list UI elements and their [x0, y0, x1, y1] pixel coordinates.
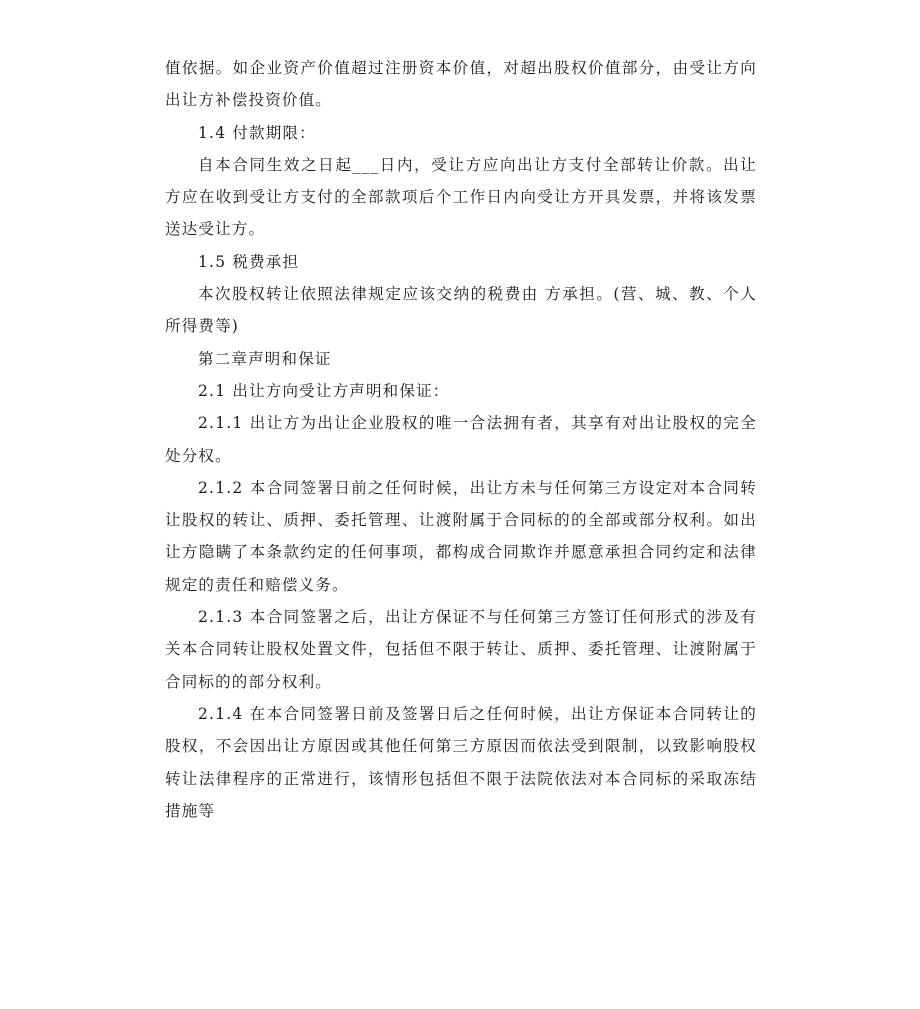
- document-page: [165, 52, 757, 827]
- chapter-2-heading: 第二章声明和保证: [198, 349, 332, 368]
- clause-2-1-2: 2.1.2 本合同签署日前之任何时候，出让方未与任何第三方设定对本合同转让股权的转让、质押、委托管理、让渡附属于合同标的的全部或部分权利。如出让方隐瞒了本条款约定的任何事项，都构成合同欺诈并愿意承担合同约定和法律规定的责任和赔偿义务。: [165, 478, 757, 594]
- paragraph-payment-term: 自本合同生效之日起___日内，受让方应向出让方支付全部转让价款。出让方应在收到受让方支付的全部款项后个工作日内向受让方开具发票，并将该发票送达受让方。: [165, 155, 757, 239]
- section-2-1-heading: 2.1 出让方向受让方声明和保证：: [198, 381, 450, 400]
- clause-2-1-4: 2.1.4 在本合同签署日前及签署日后之任何时候，出让方保证本合同转让的股权，不会因出让方原因或其他任何第三方原因而依法受到限制，以致影响股权转让法律程序的正常进行，该情形包括但不限于法院依法对本合同标的采取冻结措施等: [165, 704, 757, 820]
- clause-2-1-1: 2.1.1 出让方为出让企业股权的唯一合法拥有者，其享有对出让股权的完全处分权。: [165, 414, 757, 465]
- paragraph-tax: 本次股权转让依照法律规定应该交纳的税费由 方承担。(营、城、教、个人所得费等): [165, 285, 757, 336]
- section-1-5-heading: 1.5 税费承担: [198, 252, 300, 271]
- section-1-4-heading: 1.4 付款期限：: [198, 123, 316, 142]
- clause-2-1-3: 2.1.3 本合同签署之后，出让方保证不与任何第三方签订任何形式的涉及有关本合同转让股权处置文件，包括但不限于转让、质押、委托管理、让渡附属于合同标的的部分权利。: [165, 608, 757, 691]
- paragraph-1: 值依据。如企业资产价值超过注册资本价值，对超出股权价值部分，由受让方向出让方补偿投资价值。: [165, 59, 757, 110]
